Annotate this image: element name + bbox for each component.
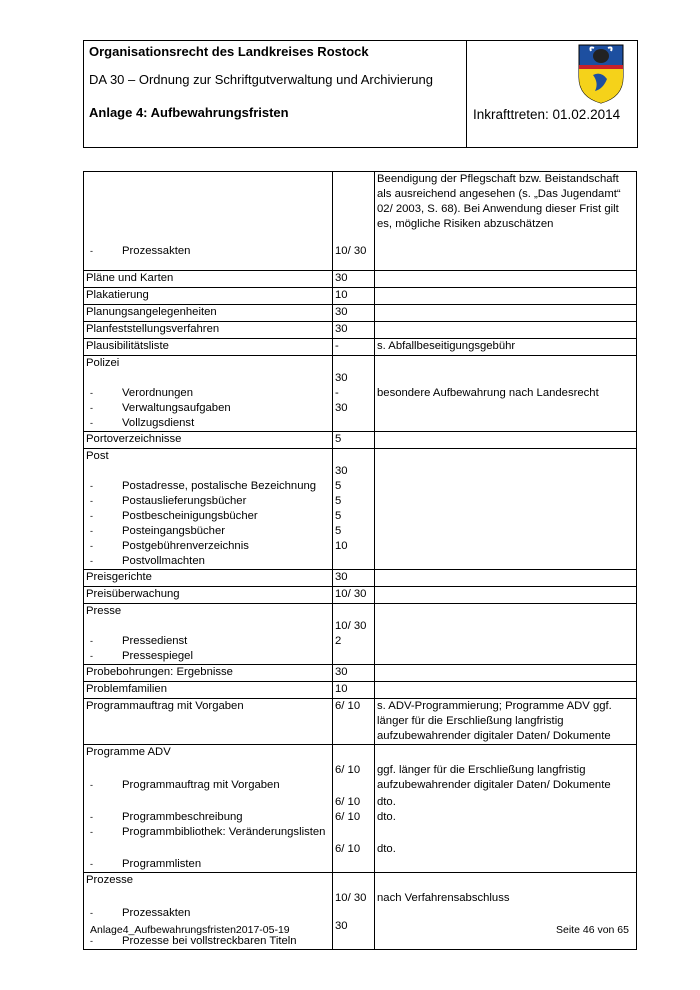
list-dash: - — [90, 496, 93, 506]
sub-term — [86, 554, 330, 569]
sub-period: 30 — [335, 402, 348, 414]
list-dash: - — [90, 541, 93, 551]
sub-note — [377, 244, 634, 259]
sub-term — [86, 401, 330, 416]
period-cell — [333, 745, 375, 873]
table-row — [84, 587, 637, 604]
period-cell — [333, 604, 375, 665]
sub-note — [377, 539, 634, 554]
sub-period: 6/ 10 — [335, 843, 361, 855]
sub-note — [377, 479, 634, 494]
term-label: Planfeststellungsverfahren — [86, 323, 220, 335]
period-value: 30 — [335, 272, 348, 284]
table-row — [84, 356, 637, 432]
note-cell — [375, 873, 637, 950]
note-cell — [375, 305, 637, 322]
sub-term-label: Prozessakten — [122, 245, 191, 257]
footer-filename: Anlage4_Aufbewahrungsfristen2017-05-19 — [90, 924, 290, 936]
sub-period: 5 — [335, 510, 342, 522]
sub-term — [86, 172, 330, 238]
sub-term-label: Programmauftrag mit Vorgaben — [122, 779, 280, 791]
sub-term — [86, 416, 330, 431]
table-row — [84, 745, 637, 873]
term-cell — [84, 271, 333, 288]
table-row — [84, 604, 637, 665]
sub-term-label: Prozessakten — [122, 907, 191, 919]
sub-note: dto. — [377, 843, 396, 855]
term-label: Plausibilitätsliste — [86, 340, 169, 352]
sub-term — [86, 778, 330, 808]
retention-table — [83, 171, 637, 950]
sub-note — [377, 509, 634, 524]
sub-term — [86, 524, 330, 539]
sub-term-label: Programmlisten — [122, 858, 202, 870]
sub-term — [86, 810, 330, 825]
table-row — [84, 570, 637, 587]
sub-term-label: Postbescheinigungsbücher — [122, 510, 258, 522]
sub-term-label: Verwaltungsaufgaben — [122, 402, 231, 414]
sub-note — [377, 619, 634, 634]
period-cell — [333, 665, 375, 682]
sub-period: 10/ 30 — [335, 892, 367, 904]
list-dash: - — [90, 859, 93, 869]
period-cell — [333, 271, 375, 288]
sub-period: 2 — [335, 635, 342, 647]
note-cell — [375, 604, 637, 665]
sub-term-label: Vollzugsdienst — [122, 417, 195, 429]
term-cell — [84, 322, 333, 339]
period-value: 30 — [335, 571, 348, 583]
note-cell — [375, 432, 637, 449]
sub-note: dto. — [377, 796, 396, 808]
list-dash: - — [90, 526, 93, 536]
list-dash: - — [90, 636, 93, 646]
effective-date: Inkrafttreten: 01.02.2014 — [473, 107, 621, 122]
document-header — [83, 40, 638, 148]
sub-term — [86, 857, 330, 872]
term-label: Presse — [86, 605, 122, 617]
term-cell — [84, 699, 333, 745]
note-cell — [375, 288, 637, 305]
note-cell — [375, 356, 637, 432]
sub-period: 10/ 30 — [335, 245, 367, 257]
sub-note — [377, 464, 634, 479]
term-cell — [84, 665, 333, 682]
period-cell — [333, 356, 375, 432]
list-dash: - — [90, 936, 93, 946]
term-label: Programmauftrag mit Vorgaben — [86, 700, 244, 712]
sub-term-label: Postgebührenverzeichnis — [122, 540, 249, 552]
term-label: Portoverzeichnisse — [86, 433, 182, 445]
table-row — [84, 288, 637, 305]
period-cell — [333, 570, 375, 587]
footer-page-number: Seite 46 von 65 — [556, 924, 629, 936]
sub-term — [86, 386, 330, 401]
table-row — [84, 699, 637, 745]
table-row — [84, 305, 637, 322]
period-cell — [333, 172, 375, 271]
term-cell — [84, 288, 333, 305]
term-cell — [84, 172, 333, 271]
period-cell — [333, 288, 375, 305]
sub-term — [86, 539, 330, 554]
sub-term-label: Verordnungen — [122, 387, 193, 399]
term-label: Programme ADV — [86, 746, 171, 758]
term-label: Probebohrungen: Ergebnisse — [86, 666, 233, 678]
sub-term — [86, 825, 330, 855]
term-label: Problemfamilien — [86, 683, 167, 695]
sub-note — [377, 634, 634, 649]
note-cell — [375, 449, 637, 570]
term-label: Preisgerichte — [86, 571, 152, 583]
period-value: 10/ 30 — [335, 588, 367, 600]
list-dash: - — [90, 418, 93, 428]
table-row — [84, 449, 637, 570]
list-dash: - — [90, 511, 93, 521]
period-cell — [333, 682, 375, 699]
crest-band — [579, 65, 623, 69]
list-dash: - — [90, 651, 93, 661]
note-cell — [375, 745, 637, 873]
sub-term — [86, 494, 330, 509]
table-row — [84, 271, 637, 288]
note-cell — [375, 339, 637, 356]
list-dash: - — [90, 827, 93, 837]
sub-note: dto. — [377, 811, 396, 823]
list-dash: - — [90, 812, 93, 822]
note-cell — [375, 699, 637, 745]
list-dash: - — [90, 388, 93, 398]
period-cell — [333, 305, 375, 322]
sub-period: 5 — [335, 495, 342, 507]
period-value: - — [335, 340, 339, 352]
sub-period: 5 — [335, 525, 342, 537]
period-value: 6/ 10 — [335, 700, 361, 712]
term-cell — [84, 449, 333, 570]
sub-term — [86, 649, 330, 664]
sub-period: 10/ 30 — [335, 620, 367, 632]
sub-term-label: Programmbibliothek: Veränderungslisten — [122, 826, 326, 838]
sub-note: ggf. länger für die Erschließung langfristig aufzubewahrender digitaler Daten/ Dokumente — [377, 764, 611, 791]
sub-term-label: Pressespiegel — [122, 650, 193, 662]
sub-period — [335, 172, 372, 238]
sub-term-label: Prozesse bei vollstreckbaren Titeln — [122, 935, 297, 947]
sub-period: 10 — [335, 540, 348, 552]
sub-period: 30 — [335, 372, 348, 384]
term-cell — [84, 587, 333, 604]
sub-note — [377, 371, 634, 386]
term-label: Pläne und Karten — [86, 272, 174, 284]
crest-bull-head — [593, 49, 609, 63]
sub-period: 30 — [335, 920, 348, 932]
sub-term-label: Postauslieferungsbücher — [122, 495, 247, 507]
sub-term — [86, 906, 330, 921]
term-cell — [84, 305, 333, 322]
sub-note: besondere Aufbewahrung nach Landesrecht — [377, 387, 599, 399]
note-text: s. Abfallbeseitigungsgebühr — [377, 340, 516, 352]
table-row — [84, 339, 637, 356]
note-cell — [375, 570, 637, 587]
period-value: 10 — [335, 289, 348, 301]
period-cell — [333, 339, 375, 356]
sub-note — [377, 524, 634, 539]
sub-term — [86, 934, 330, 949]
sub-term-label: Programmbeschreibung — [122, 811, 243, 823]
period-value: 30 — [335, 666, 348, 678]
term-label: Post — [86, 450, 109, 462]
sub-period: 6/ 10 — [335, 764, 361, 776]
term-cell — [84, 873, 333, 950]
sub-note: Beendigung der Pflegschaft bzw. Beistandschaft als ausreichend angesehen (s. „Das Jugendamt“ 02/ 2003, S. 68). Bei Anwendung dieser Frist gilt es, mögliche Risiken abzuschätzen — [377, 173, 621, 230]
sub-note — [377, 401, 634, 416]
list-dash: - — [90, 908, 93, 918]
sub-period: 30 — [335, 465, 348, 477]
period-value: 30 — [335, 306, 348, 318]
term-cell — [84, 604, 333, 665]
sub-note — [377, 494, 634, 509]
header-title-cell — [84, 41, 467, 147]
sub-term — [86, 244, 330, 259]
term-label: Polizei — [86, 357, 120, 369]
term-cell — [84, 432, 333, 449]
sub-term — [86, 509, 330, 524]
table-row — [84, 432, 637, 449]
sub-period: 5 — [335, 480, 342, 492]
period-cell — [333, 449, 375, 570]
term-cell — [84, 682, 333, 699]
annex-title: Anlage 4: Aufbewahrungsfristen — [89, 105, 289, 120]
sub-term — [86, 479, 330, 494]
term-label: Preisüberwachung — [86, 588, 180, 600]
list-dash: - — [90, 481, 93, 491]
note-cell — [375, 682, 637, 699]
doc-title: DA 30 – Ordnung zur Schriftgutverwaltung und Archivierung — [89, 72, 433, 87]
note-cell — [375, 587, 637, 604]
period-value: 5 — [335, 433, 342, 445]
period-cell — [333, 873, 375, 950]
period-cell — [333, 587, 375, 604]
table-row — [84, 682, 637, 699]
period-value: 10 — [335, 683, 348, 695]
sub-period: - — [335, 387, 339, 399]
term-cell — [84, 745, 333, 873]
org-title: Organisationsrecht des Landkreises Rostock — [89, 44, 369, 59]
sub-term-label: Pressedienst — [122, 635, 188, 647]
table-row — [84, 322, 637, 339]
list-dash: - — [90, 246, 93, 256]
term-cell — [84, 339, 333, 356]
sub-term-label: Postvollmachten — [122, 555, 205, 567]
period-cell — [333, 322, 375, 339]
sub-period: 6/ 10 — [335, 796, 361, 808]
list-dash: - — [90, 403, 93, 413]
sub-period: 6/ 10 — [335, 811, 361, 823]
note-text: s. ADV-Programmierung; Programme ADV ggf. länger für die Erschließung langfristig aufzubewahrender digitaler Daten/ Dokumente — [377, 700, 612, 742]
county-crest-logo — [577, 43, 625, 105]
term-label: Prozesse — [86, 874, 134, 886]
term-label: Planungsangelegenheiten — [86, 306, 217, 318]
period-cell — [333, 699, 375, 745]
table-row — [84, 873, 637, 950]
sub-note: nach Verfahrensabschluss — [377, 892, 510, 904]
list-dash: - — [90, 780, 93, 790]
note-cell — [375, 665, 637, 682]
sub-term-label: Posteingangsbücher — [122, 525, 226, 537]
note-cell — [375, 322, 637, 339]
list-dash: - — [90, 556, 93, 566]
note-cell — [375, 172, 637, 271]
table-row — [84, 172, 637, 271]
sub-term — [86, 634, 330, 649]
note-cell — [375, 271, 637, 288]
table-row — [84, 665, 637, 682]
term-label: Plakatierung — [86, 289, 149, 301]
period-cell — [333, 432, 375, 449]
sub-term-label: Postadresse, postalische Bezeichnung — [122, 480, 317, 492]
term-cell — [84, 570, 333, 587]
period-value: 30 — [335, 323, 348, 335]
term-cell — [84, 356, 333, 432]
